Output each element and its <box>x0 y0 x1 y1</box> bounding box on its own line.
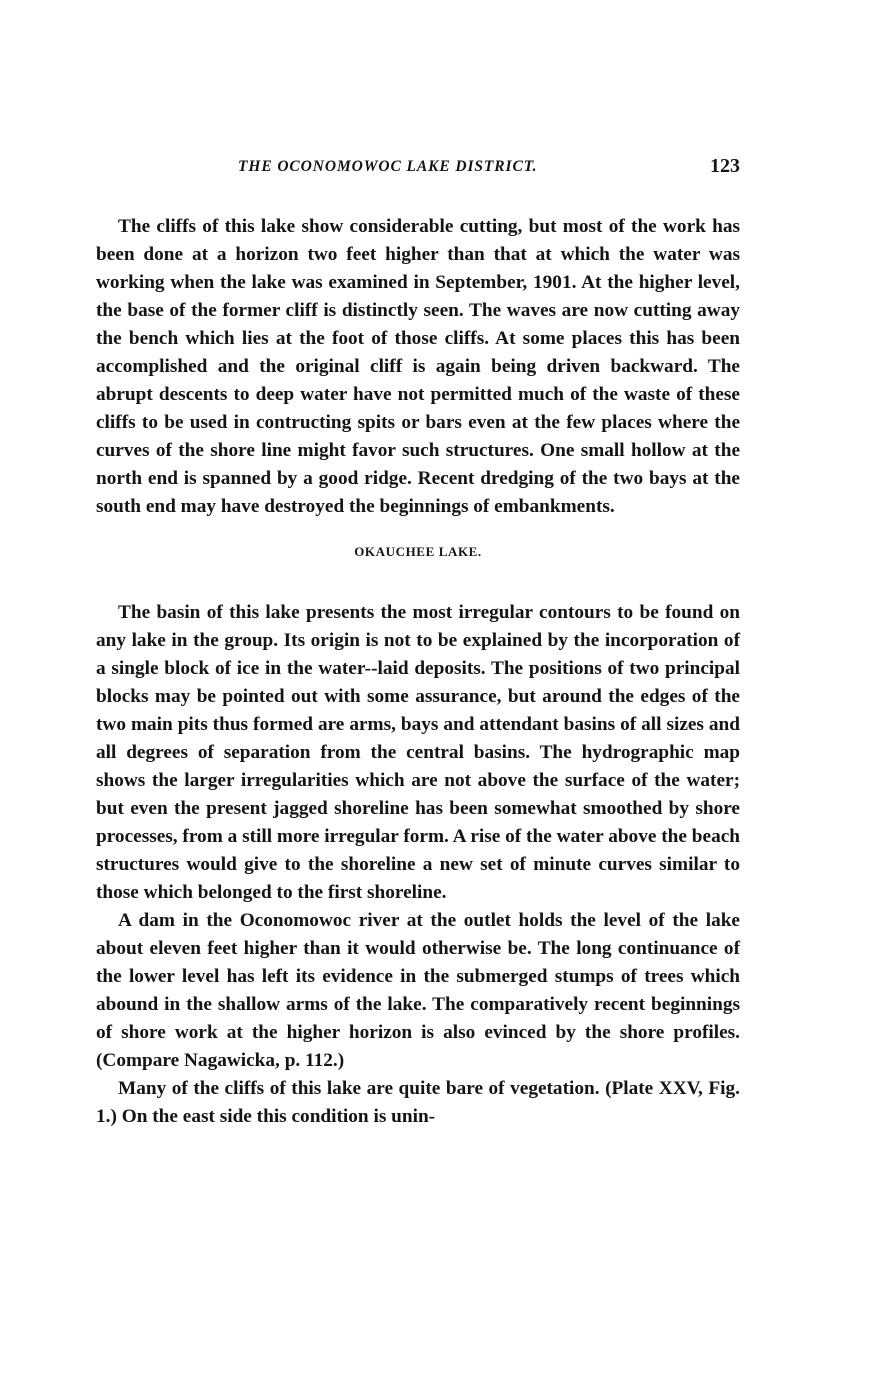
paragraph-basin: The basin of this lake presents the most irregular contours to be found on any lake in the group. Its origin is not to be explained by the incorporation of a single block of ice in the water--laid deposits. The positions of two principal blocks may be pointed out with some assurance, but around the edges of the two main pits thus formed are arms, bays and attendant basins of all sizes and all degrees of separation from the central basins. The hydrographic map shows the larger irregularities which are not above the surface of the water; but even the present jagged shoreline has been somewhat smoothed by shore processes, from a still more irregular form. A rise of the water above the beach structures would give to the shoreline a new set of minute curves similar to those which belonged to the first shoreline. <box>96 602 740 903</box>
page-number: 123 <box>710 155 740 177</box>
paragraph-cliffs: The cliffs of this lake show considerable cutting, but most of the work has been done at a horizon two feet higher than that at which the water was working when the lake was examined in September, 1901. At the higher level, the base of the former cliff is distinctly seen. The waves are now cutting away the bench which lies at the foot of those cliffs. At some places this has been accomplished and the original cliff is again being driven backward. The abrupt descents to deep water have not permitted much of the waste of these cliffs to be used in contructing spits or bars even at the few places where the curves of the shore line might favor such structures. One small hollow at the north end is spanned by a good ridge. Recent dredging of the two bays at the south end may have destroyed the beginnings of embankments. <box>96 216 740 517</box>
running-title: THE OCONOMOWOC LAKE DISTRICT. <box>238 158 538 175</box>
paragraph-dam: A dam in the Oconomowoc river at the outlet holds the level of the lake about eleven feet higher than it would otherwise be. The long continuance of the lower level has left its evidence in the submerged stumps of trees which abound in the shallow arms of the lake. The comparatively recent beginnings of shore work at the higher horizon is also evinced by the shore profiles. (Compare Nagawicka, p. 112.) <box>96 910 740 1071</box>
page-body <box>96 213 740 1131</box>
section-heading-okauchee-lake: OKAUCHEE LAKE. <box>354 544 482 559</box>
running-head <box>120 155 740 184</box>
paragraph-vegetation: Many of the cliffs of this lake are quite bare of vegetation. (Plate XXV, Fig. 1.) On the east side this condition is unin- <box>96 1078 740 1127</box>
